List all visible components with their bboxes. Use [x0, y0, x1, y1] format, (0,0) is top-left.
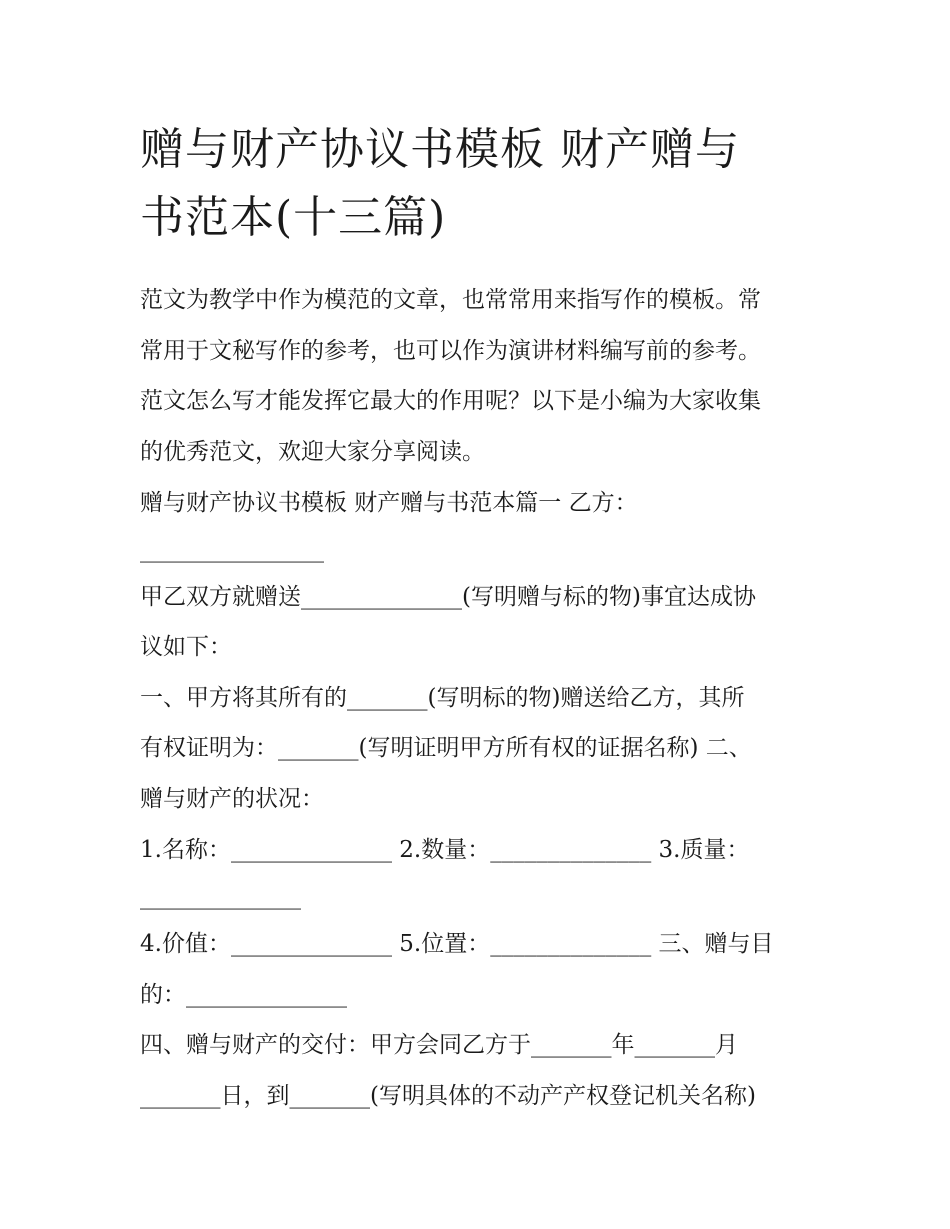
party-b-blank: ________________ [140, 537, 324, 563]
body-line-5: 赠与财产的状况： [140, 786, 324, 812]
body-line-2: 议如下： [140, 634, 232, 660]
intro-line-1: 范文为教学中作为模范的文章，也常常用来指写作的模板。常 [140, 287, 761, 313]
title-line-2: 书范本(十三篇) [140, 192, 447, 243]
body-line-11: _______日，到_______(写明具体的不动产产权登记机关名称) [140, 1083, 756, 1109]
document-title [140, 116, 820, 252]
body-line-10: 四、赠与财产的交付：甲方会同乙方于_______年_______月 [140, 1032, 738, 1058]
body-line-7: ______________ [140, 884, 301, 910]
body-line-3: 一、甲方将其所有的_______(写明标的物)赠送给乙方，其所 [140, 685, 745, 711]
body-line-8: 4.价值：______________ 5.位置：______________ 三、赠与目 [140, 931, 774, 957]
title-line-1: 赠与财产协议书模板 财产赠与 [140, 124, 740, 175]
body-line-9: 的：______________ [140, 982, 347, 1008]
intro-line-2: 常用于文秘写作的参考，也可以作为演讲材料编写前的参考。 [140, 338, 761, 364]
body-line-4: 有权证明为：_______(写明证明甲方所有权的证据名称) 二、 [140, 735, 752, 761]
intro-line-4: 的优秀范文，欢迎大家分享阅读。 [140, 439, 485, 465]
intro-line-3: 范文怎么写才能发挥它最大的作用呢？以下是小编为大家收集 [140, 388, 761, 414]
section-heading: 赠与财产协议书模板 财产赠与书范本篇一 乙方： [140, 490, 638, 516]
body-line-6: 1.名称：______________ 2.数量：______________ 3.质量： [140, 837, 750, 863]
body-line-1: 甲乙双方就赠送______________(写明赠与标的物)事宜达成协 [140, 584, 756, 610]
